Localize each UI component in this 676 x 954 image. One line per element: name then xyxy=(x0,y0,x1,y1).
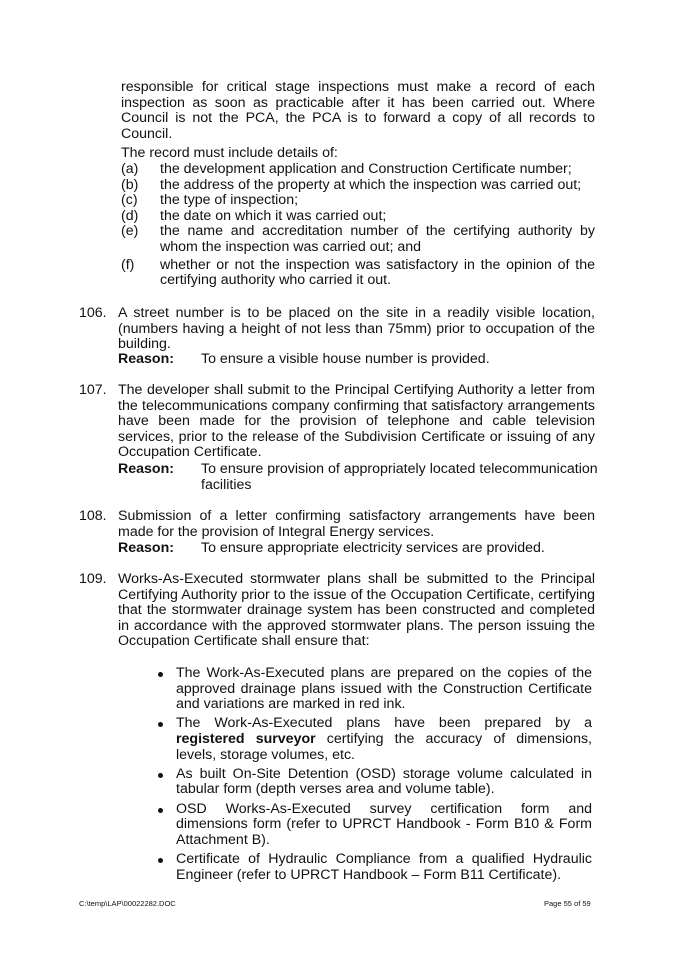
list-item: Certificate of Hydraulic Compliance from a qualified Hydraulic Engineer (refer to UPRCT Handbook – Form B11 Certificate). xyxy=(156,852,592,883)
condition-number: 106. xyxy=(79,305,107,321)
list-item: The Work-As-Executed plans are prepared on the copies of the approved drainage plans issued with the Construction Certificate and variations are marked in red ink. xyxy=(156,666,592,713)
list-item: OSD Works-As-Executed survey certification form and dimensions form (refer to UPRCT Handbook - Form B10 & Form Attachment B). xyxy=(156,802,592,849)
reason-text: To ensure a visible house number is provided. xyxy=(201,351,490,367)
record-intro: The record must include details of: xyxy=(121,145,338,161)
condition-text: Works-As-Executed stormwater plans shall be submitted to the Principal Certifying Authority prior to the issue of the Occupation Certificate, certifying that the stormwater drainage system has been constructed and completed in accordance with the approved stormwater plans. The person issuing the Occupation Certificate shall ensure that: xyxy=(118,571,595,650)
reason-label: Reason: xyxy=(118,540,174,556)
list-item: (b) the address of the property at which the inspection was carried out; xyxy=(121,176,582,193)
condition-number: 109. xyxy=(79,571,107,587)
footer-file-path: C:\temp\LAP\00022282.DOC xyxy=(79,899,176,908)
list-item: (f) whether or not the inspection was satisfactory in the opinion of the certifying authority who carried it out. xyxy=(121,256,595,289)
bullet-icon xyxy=(158,672,163,677)
bullet-icon xyxy=(158,722,163,727)
list-item: The Work-As-Executed plans have been prepared by a registered surveyor certifying the accuracy of dimensions, levels, storage volumes, etc. xyxy=(156,716,592,763)
bullet-icon xyxy=(158,858,163,863)
list-item: (a) the development application and Construction Certificate number; xyxy=(121,161,572,177)
list-item: (c) the type of inspection; xyxy=(121,192,299,209)
condition-number: 108. xyxy=(79,508,107,524)
list-item: (d) the date on which it was carried out; xyxy=(121,207,387,224)
reason-label: Reason: xyxy=(118,351,174,367)
reason-text: To ensure appropriate electricity services are provided. xyxy=(201,540,545,556)
intro-paragraph: responsible for critical stage inspections must make a record of each inspection as soon as practicable after it has been carried out. Where Council is not the PCA, the PCA is to forward a copy of all records to Council. xyxy=(121,79,595,142)
record-details-list xyxy=(121,162,595,289)
condition-text: The developer shall submit to the Principal Certifying Authority a letter from the telecommunications company confirming that satisfactory arrangements have been made for the provision of telephone and cable television services, prior to the release of the Subdivision Certificate or issuing of any Occupation Certificate. xyxy=(118,382,595,461)
reason-row xyxy=(118,352,598,368)
reason-row xyxy=(118,462,598,494)
bullet-icon xyxy=(158,773,163,778)
list-item: (e) the name and accreditation number of the certifying authority by whom the inspection was carried out; and xyxy=(121,223,595,255)
list-item: As built On-Site Detention (OSD) storage volume calculated in tabular form (depth verses area and volume table). xyxy=(156,767,592,798)
footer-page-number: Page 55 of 59 xyxy=(544,899,591,908)
emphasis-text: registered surveyor xyxy=(176,730,316,747)
reason-row xyxy=(118,541,598,557)
requirements-list xyxy=(156,666,592,887)
reason-label: Reason: xyxy=(118,461,174,477)
bullet-icon xyxy=(158,808,163,813)
condition-text: A street number is to be placed on the site in a readily visible location, (numbers having a height of not less than 75mm) prior to occupation of the building. xyxy=(118,305,595,353)
condition-text: Submission of a letter confirming satisfactory arrangements have been made for the provision of Integral Energy services. xyxy=(118,508,595,540)
condition-number: 107. xyxy=(79,382,107,398)
reason-text: To ensure provision of appropriately located telecommunication facilities xyxy=(201,461,598,493)
